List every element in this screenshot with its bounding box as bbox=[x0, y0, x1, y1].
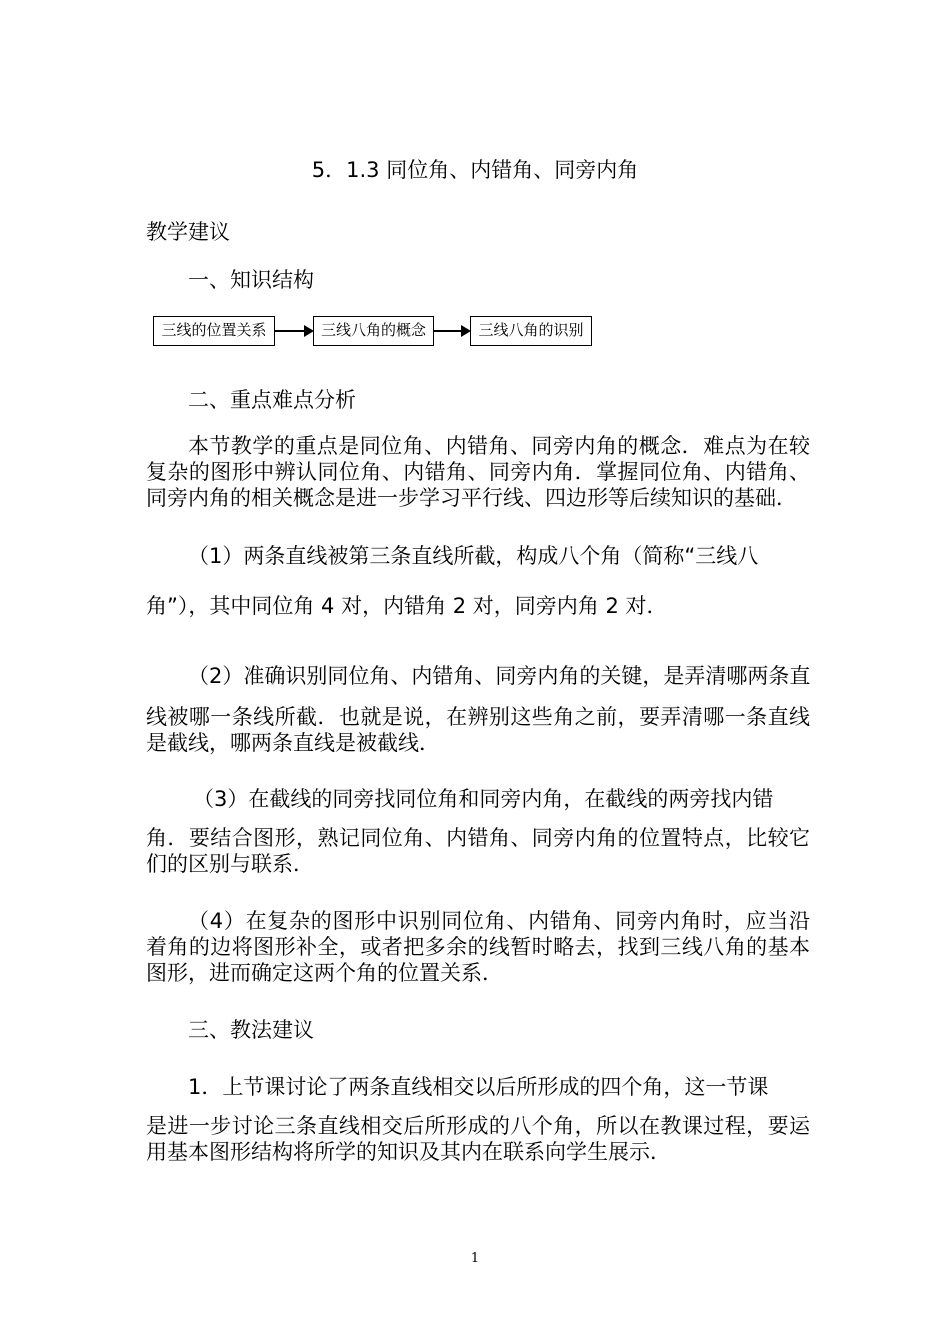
flow-arrow-2 bbox=[434, 330, 462, 332]
heading-key-difficult-points: 二、重点难点分析 bbox=[188, 388, 356, 412]
flow-box-position-relation: 三线的位置关系 bbox=[153, 316, 275, 346]
paragraph-5-rest: 是进一步讨论三条直线相交后所形成的八个角，所以在教课过程，要运用基本图形结构将所学的知识及其内在联系向学生展示． bbox=[146, 1114, 810, 1164]
paragraph-2-rest: 线被哪一条线所截．也就是说，在辨别这些角之前，要弄清哪一条直线是截线，哪两条直线是被截线． bbox=[146, 705, 810, 755]
heading-knowledge-structure: 一、知识结构 bbox=[188, 268, 314, 292]
page-title: 5．1.3 同位角、内错角、同旁内角 bbox=[311, 158, 639, 182]
flow-box-identification: 三线八角的识别 bbox=[470, 316, 592, 346]
section-label: 教学建议 bbox=[146, 220, 230, 244]
paragraph-1-line-1: （1）两条直线被第三条直线所截，构成八个角（简称“三线八 bbox=[188, 544, 759, 568]
paragraph-1-line-2: 角”），其中同位角 4 对，内错角 2 对，同旁内角 2 对． bbox=[146, 594, 668, 618]
paragraph-3-rest: 角．要结合图形，熟记同位角、内错角、同旁内角的位置特点，比较它们的区别与联系． bbox=[146, 826, 810, 876]
paragraph-intro: 本节教学的重点是同位角、内错角、同旁内角的概念．难点为在较复杂的图形中辨认同位角、内错角、同旁内角．掌握同位角、内错角、同旁内角的相关概念是进一步学习平行线、四边形等后续知识的基础． bbox=[146, 434, 810, 510]
paragraph-4: （4）在复杂的图形中识别同位角、内错角、同旁内角时，应当沿着角的边将图形补全，或者把多余的线暂时略去，找到三线八角的基本图形，进而确定这两个角的位置关系． bbox=[146, 909, 810, 985]
paragraph-5-line-1: 1．上节课讨论了两条直线相交以后所形成的四个角，这一节课 bbox=[188, 1075, 769, 1099]
page-number: 1 bbox=[470, 1251, 480, 1266]
paragraph-3-line-1: （3）在截线的同旁找同位角和同旁内角，在截线的两旁找内错 bbox=[193, 787, 774, 811]
flow-box-concept: 三线八角的概念 bbox=[313, 316, 434, 346]
flow-arrow-1 bbox=[275, 330, 305, 332]
paragraph-2-line-1: （2）准确识别同位角、内错角、同旁内角的关键，是弄清哪两条直 bbox=[188, 664, 811, 688]
heading-teaching-suggestions: 三、教法建议 bbox=[188, 1018, 314, 1042]
